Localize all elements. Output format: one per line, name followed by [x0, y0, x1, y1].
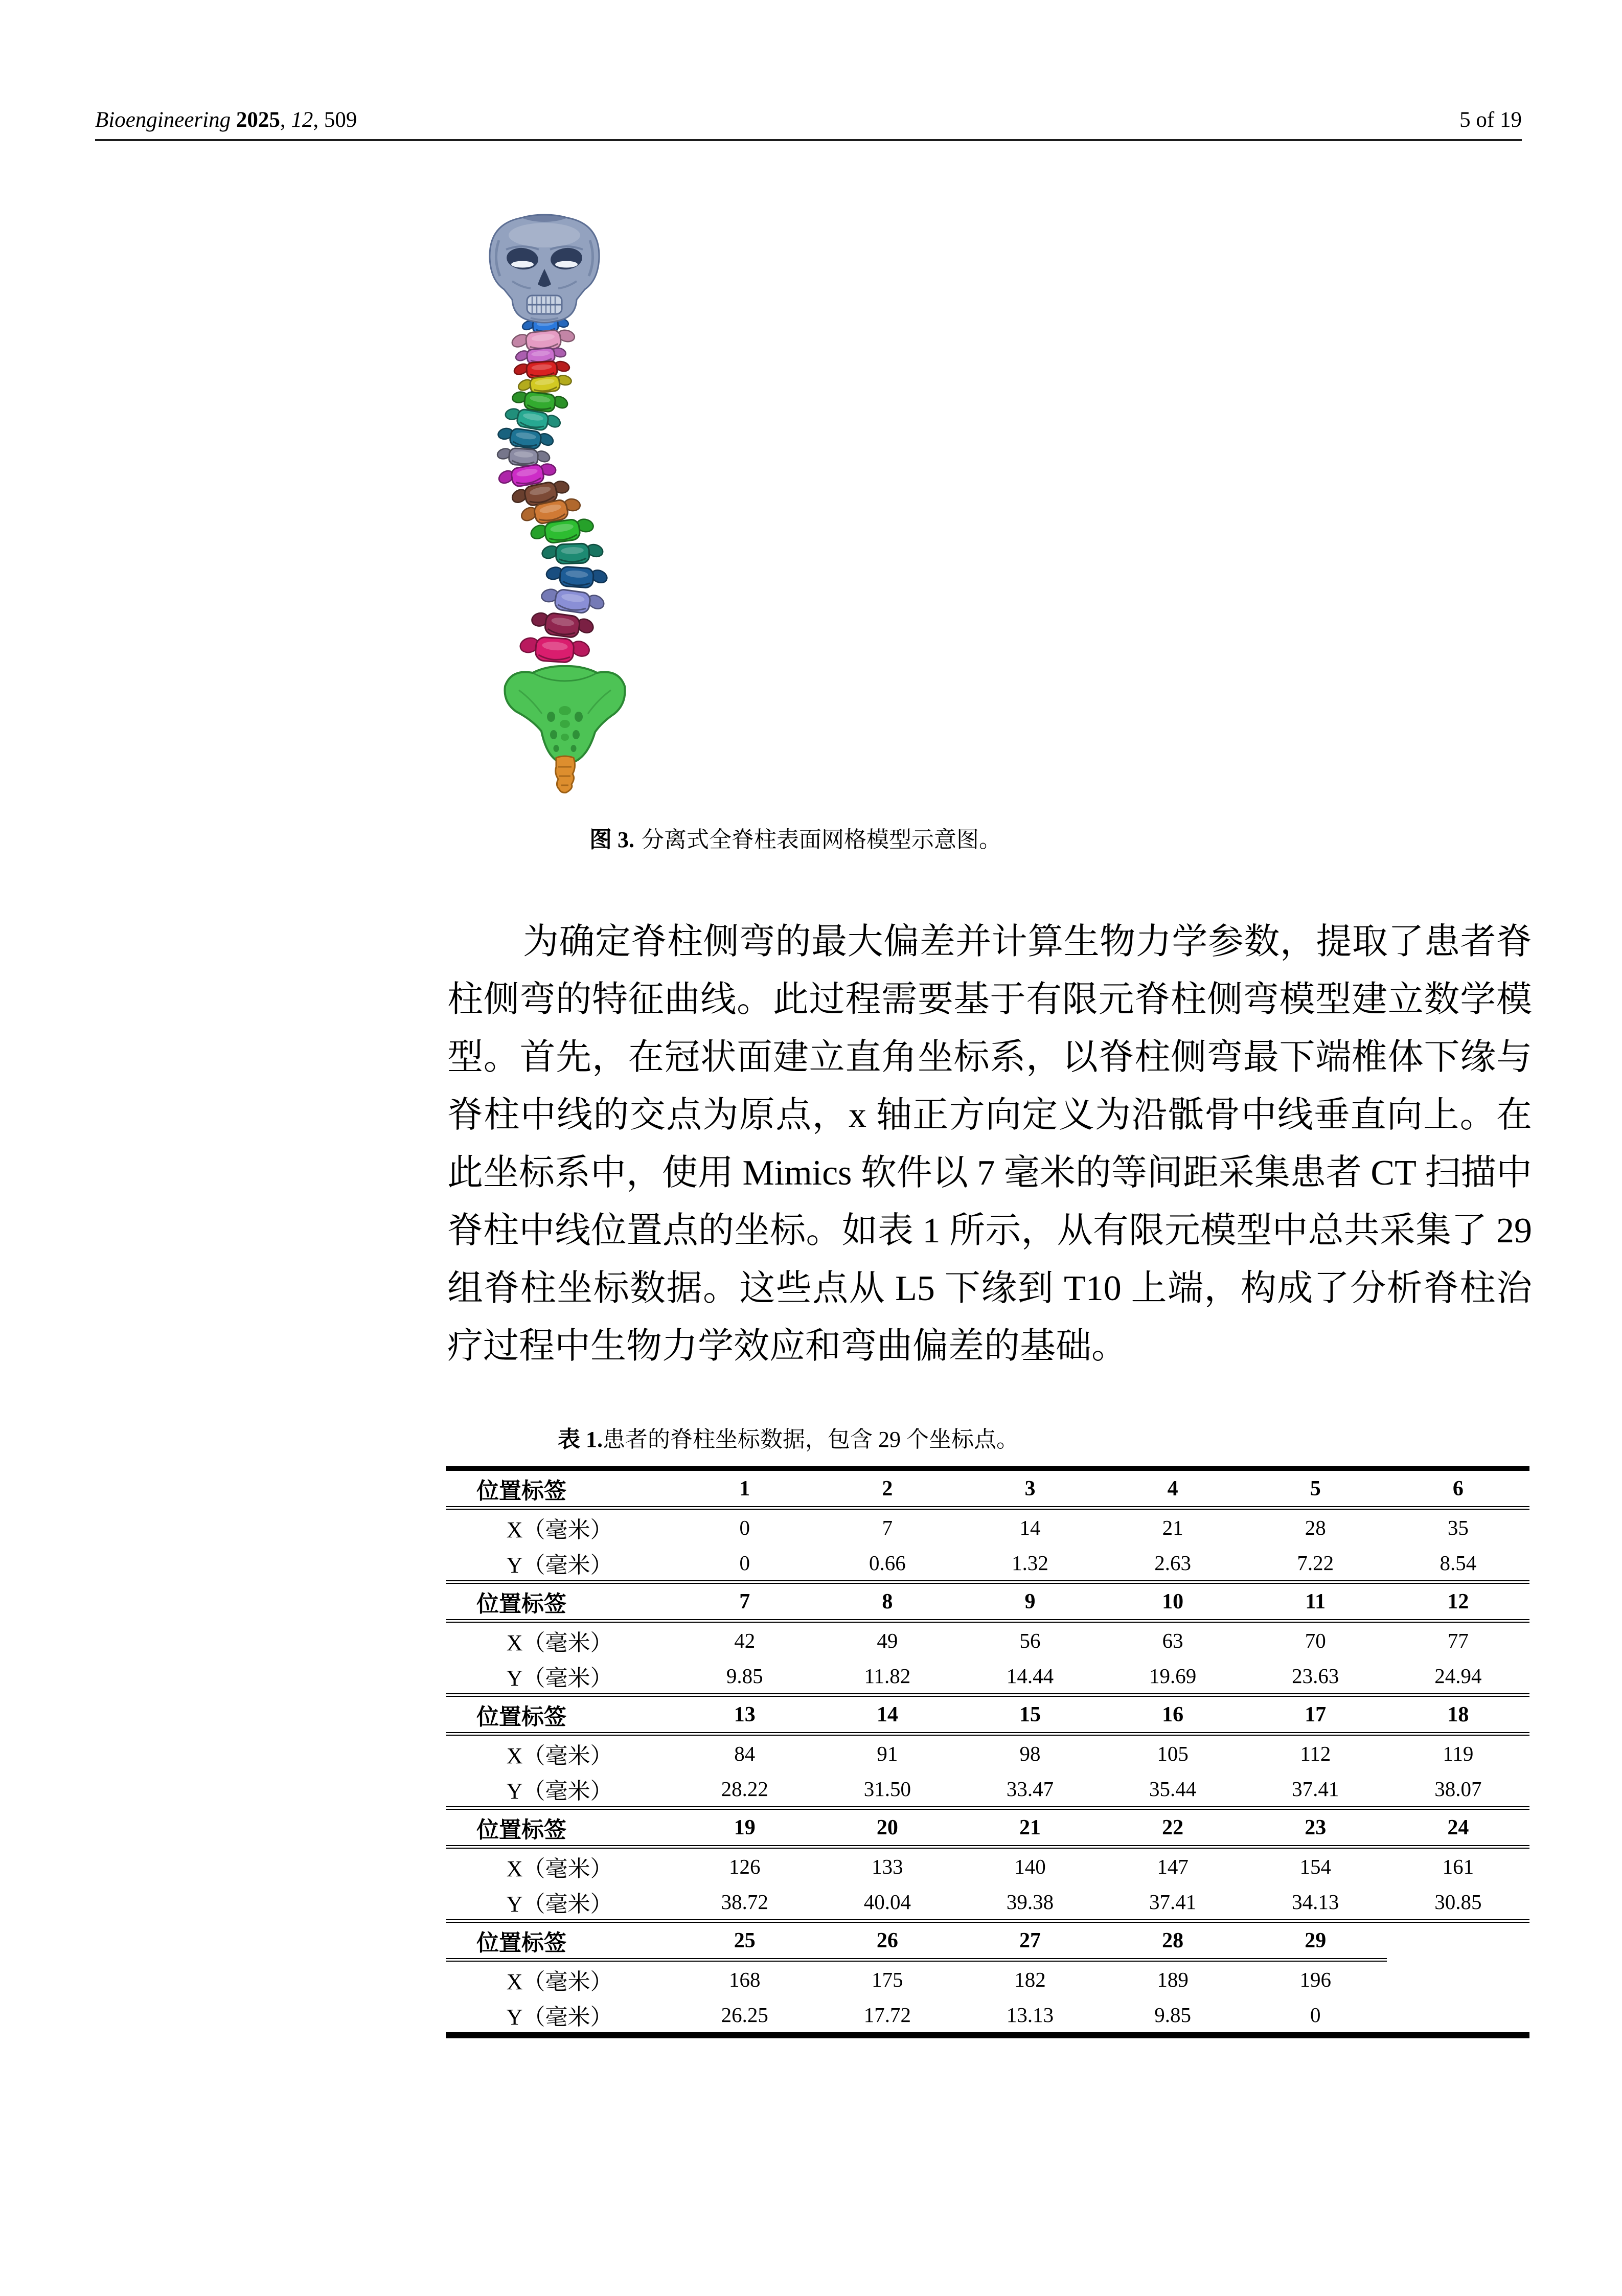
row-label-header: 位置标签 — [446, 1808, 673, 1847]
point-id: 27 — [958, 1921, 1101, 1960]
point-id: 2 — [816, 1471, 958, 1508]
x-value: 70 — [1305, 1628, 1326, 1652]
point-id: 9 — [958, 1582, 1101, 1621]
journal-citation: Bioengineering 2025, 12, 509 — [95, 108, 357, 132]
sacrum-model — [505, 666, 625, 764]
figure-spine-mesh-model — [470, 204, 659, 800]
vertebra-lumbar-teal — [540, 542, 605, 564]
y-value: 35.44 — [1102, 1771, 1244, 1808]
y-value: 23.63 — [1244, 1658, 1387, 1695]
row-label-x: X（毫米） — [506, 1630, 613, 1655]
y-value: 38.72 — [673, 1884, 816, 1921]
x-value: 147 — [1157, 1854, 1189, 1878]
table-row-y — [446, 1997, 1529, 2032]
row-label-x: X（毫米） — [506, 1856, 613, 1881]
point-id: 22 — [1102, 1808, 1244, 1847]
point-id: 5 — [1244, 1471, 1387, 1508]
table-row-y — [446, 1658, 1529, 1695]
y-value: 9.85 — [673, 1658, 816, 1695]
vertebrae-chain — [495, 316, 609, 664]
point-id: 1 — [673, 1471, 816, 1508]
vertebra-lumbar-pink — [517, 634, 592, 664]
table-row-y — [446, 1771, 1529, 1808]
table-title — [558, 1425, 1019, 1454]
point-id: 3 — [958, 1471, 1101, 1508]
y-value: 0 — [1310, 2003, 1321, 2027]
table-row-y — [446, 1884, 1529, 1921]
table-row-label-header — [446, 1695, 1529, 1734]
y-value: 34.13 — [1244, 1884, 1387, 1921]
x-value: 84 — [734, 1741, 756, 1765]
y-value: 19.69 — [1102, 1658, 1244, 1695]
header-rule — [95, 139, 1522, 141]
vertebra-thoracic-slate — [495, 446, 552, 467]
row-label-x: X（毫米） — [506, 1743, 613, 1768]
y-value: 39.38 — [958, 1884, 1101, 1921]
x-value: 7 — [882, 1515, 893, 1539]
table-row-label-header — [446, 1582, 1529, 1621]
x-value: 175 — [872, 1967, 903, 1991]
body-paragraph — [447, 913, 1532, 1375]
x-value: 21 — [1162, 1515, 1183, 1539]
y-value: 26.25 — [721, 2003, 768, 2027]
spine-model-image — [470, 204, 659, 798]
coordinate-table-grid — [446, 1471, 1529, 2032]
y-value: 9.85 — [1154, 2003, 1191, 2027]
y-value: 40.04 — [816, 1884, 958, 1921]
row-label-header: 位置标签 — [446, 1471, 673, 1508]
figure-caption-label: 图 3. — [589, 827, 634, 852]
point-id — [1387, 1921, 1529, 1960]
x-value: 112 — [1300, 1741, 1331, 1765]
x-value: 35 — [1447, 1515, 1469, 1539]
y-value: 2.63 — [1102, 1545, 1244, 1582]
y-value: 13.13 — [1006, 2003, 1054, 2027]
point-id: 14 — [816, 1695, 958, 1734]
y-value: 0.66 — [816, 1545, 958, 1582]
x-value: 133 — [872, 1854, 903, 1878]
paragraph-line-8: 疗过程中生物力学效应和弯曲偏差的基础。 — [447, 1327, 1127, 1366]
x-value: 126 — [729, 1854, 761, 1878]
y-value: 37.41 — [1244, 1771, 1387, 1808]
paragraph-line-3: 型。首先，在冠状面建立直角坐标系，以脊柱侧弯最下端椎体下缘与 — [447, 1038, 1532, 1077]
vertebra-lumbar-maroon — [529, 609, 597, 641]
table-row-label-header — [446, 1921, 1529, 1960]
x-value: 140 — [1014, 1854, 1046, 1878]
y-value: 17.72 — [863, 2003, 911, 2027]
running-head — [95, 107, 1522, 133]
row-label-header: 位置标签 — [446, 1921, 673, 1960]
table-row-x — [446, 1621, 1529, 1658]
row-label-y: Y（毫米） — [446, 1771, 673, 1808]
paragraph-line-1: 为确定脊柱侧弯的最大偏差并计算生物力学参数，提取了患者脊 — [523, 922, 1532, 962]
row-label-header: 位置标签 — [446, 1582, 673, 1621]
coordinate-table — [446, 1466, 1529, 2038]
y-value: 1.32 — [958, 1545, 1101, 1582]
point-id: 4 — [1102, 1471, 1244, 1508]
table-row-x — [446, 1508, 1529, 1545]
y-value — [1387, 1997, 1529, 2032]
x-value: 49 — [877, 1628, 898, 1652]
y-value: 31.50 — [816, 1771, 958, 1808]
y-value: 37.41 — [1102, 1884, 1244, 1921]
point-id: 10 — [1102, 1582, 1244, 1621]
y-value: 30.85 — [1387, 1884, 1529, 1921]
point-id: 8 — [816, 1582, 958, 1621]
x-value: 182 — [1014, 1967, 1046, 1991]
point-id: 13 — [673, 1695, 816, 1734]
table-row-x — [446, 1734, 1529, 1771]
x-value: 28 — [1305, 1515, 1326, 1539]
x-value: 196 — [1299, 1967, 1331, 1991]
point-id: 7 — [673, 1582, 816, 1621]
point-id: 11 — [1244, 1582, 1387, 1621]
point-id: 19 — [673, 1808, 816, 1847]
x-value: 63 — [1162, 1628, 1183, 1652]
x-value: 168 — [729, 1967, 761, 1991]
x-value: 91 — [877, 1741, 898, 1765]
table-row-y — [446, 1545, 1529, 1582]
point-id: 20 — [816, 1808, 958, 1847]
vertebra-thoracic-steel — [495, 425, 556, 451]
point-id: 28 — [1102, 1921, 1244, 1960]
x-value: 189 — [1157, 1967, 1189, 1991]
figure-caption-text: 分离式全脊柱表面网格模型示意图。 — [642, 827, 1001, 852]
table-title-label: 表 1. — [558, 1427, 603, 1452]
x-value: 154 — [1299, 1854, 1331, 1878]
y-value: 8.54 — [1387, 1545, 1529, 1582]
x-value: 42 — [734, 1628, 756, 1652]
table-row-x — [446, 1960, 1529, 1997]
paragraph-line-4: 脊柱中线的交点为原点，x 轴正方向定义为沿骶骨中线垂直向上。在 — [447, 1096, 1532, 1135]
y-value: 0 — [673, 1545, 816, 1582]
article-number: 509 — [324, 108, 357, 132]
point-id: 26 — [816, 1921, 958, 1960]
x-value: 77 — [1447, 1628, 1469, 1652]
table-row-label-header — [446, 1471, 1529, 1508]
skull-model — [490, 215, 599, 323]
paragraph-line-2: 柱侧弯的特征曲线。此过程需要基于有限元脊柱侧弯模型建立数学模 — [447, 980, 1532, 1019]
page-number: 5 of 19 — [1459, 108, 1522, 132]
y-value: 28.22 — [673, 1771, 816, 1808]
y-value: 11.82 — [816, 1658, 958, 1695]
point-id: 15 — [958, 1695, 1101, 1734]
x-value: 14 — [1019, 1515, 1041, 1539]
paragraph-line-5: 此坐标系中，使用 Mimics 软件以 7 毫米的等间距采集患者 CT 扫描中 — [447, 1153, 1533, 1193]
row-label-x: X（毫米） — [506, 1517, 613, 1542]
row-label-y: Y（毫米） — [446, 1658, 673, 1695]
row-label-y: Y（毫米） — [506, 2004, 613, 2030]
paragraph-line-6: 脊柱中线位置点的坐标。如表 1 所示，从有限元模型中总共采集了 29 — [447, 1211, 1532, 1251]
point-id: 21 — [958, 1808, 1101, 1847]
y-value: 7.22 — [1244, 1545, 1387, 1582]
point-id: 23 — [1244, 1808, 1387, 1847]
point-id: 29 — [1244, 1921, 1387, 1960]
x-value: 161 — [1442, 1854, 1474, 1878]
y-value: 24.94 — [1387, 1658, 1529, 1695]
x-value: 98 — [1019, 1741, 1041, 1765]
table-row-label-header — [446, 1808, 1529, 1847]
coccyx-model — [556, 756, 575, 792]
y-value: 33.47 — [958, 1771, 1101, 1808]
x-value: 119 — [1443, 1741, 1474, 1765]
x-value: 0 — [739, 1515, 750, 1539]
y-value: 14.44 — [958, 1658, 1101, 1695]
point-id: 24 — [1387, 1808, 1529, 1847]
row-label-y: Y（毫米） — [446, 1545, 673, 1582]
point-id: 16 — [1102, 1695, 1244, 1734]
paragraph-line-7: 组脊柱坐标数据。这些点从 L5 下缘到 T10 上端，构成了分析脊柱治 — [447, 1269, 1532, 1308]
point-id: 6 — [1387, 1471, 1529, 1508]
vertebra-lumbar-periwinkle — [538, 585, 607, 616]
table-row-x — [446, 1847, 1529, 1884]
point-id: 17 — [1244, 1695, 1387, 1734]
journal-year: 2025 — [236, 108, 280, 132]
x-value: 105 — [1157, 1741, 1189, 1765]
point-id: 18 — [1387, 1695, 1529, 1734]
row-label-y: Y（毫米） — [446, 1884, 673, 1921]
journal-volume: 12 — [291, 108, 313, 132]
row-label-header: 位置标签 — [446, 1695, 673, 1734]
vertebra-lumbar-navy — [544, 564, 609, 589]
y-value: 38.07 — [1387, 1771, 1529, 1808]
point-id: 12 — [1387, 1582, 1529, 1621]
row-label-x: X（毫米） — [506, 1969, 613, 1994]
figure-caption — [589, 825, 1001, 855]
table-title-text: 患者的脊柱坐标数据，包含 29 个坐标点。 — [603, 1427, 1019, 1452]
x-value: 56 — [1019, 1628, 1041, 1652]
point-id: 25 — [673, 1921, 816, 1960]
x-value — [1387, 1960, 1529, 1997]
journal-name: Bioengineering — [95, 108, 231, 132]
